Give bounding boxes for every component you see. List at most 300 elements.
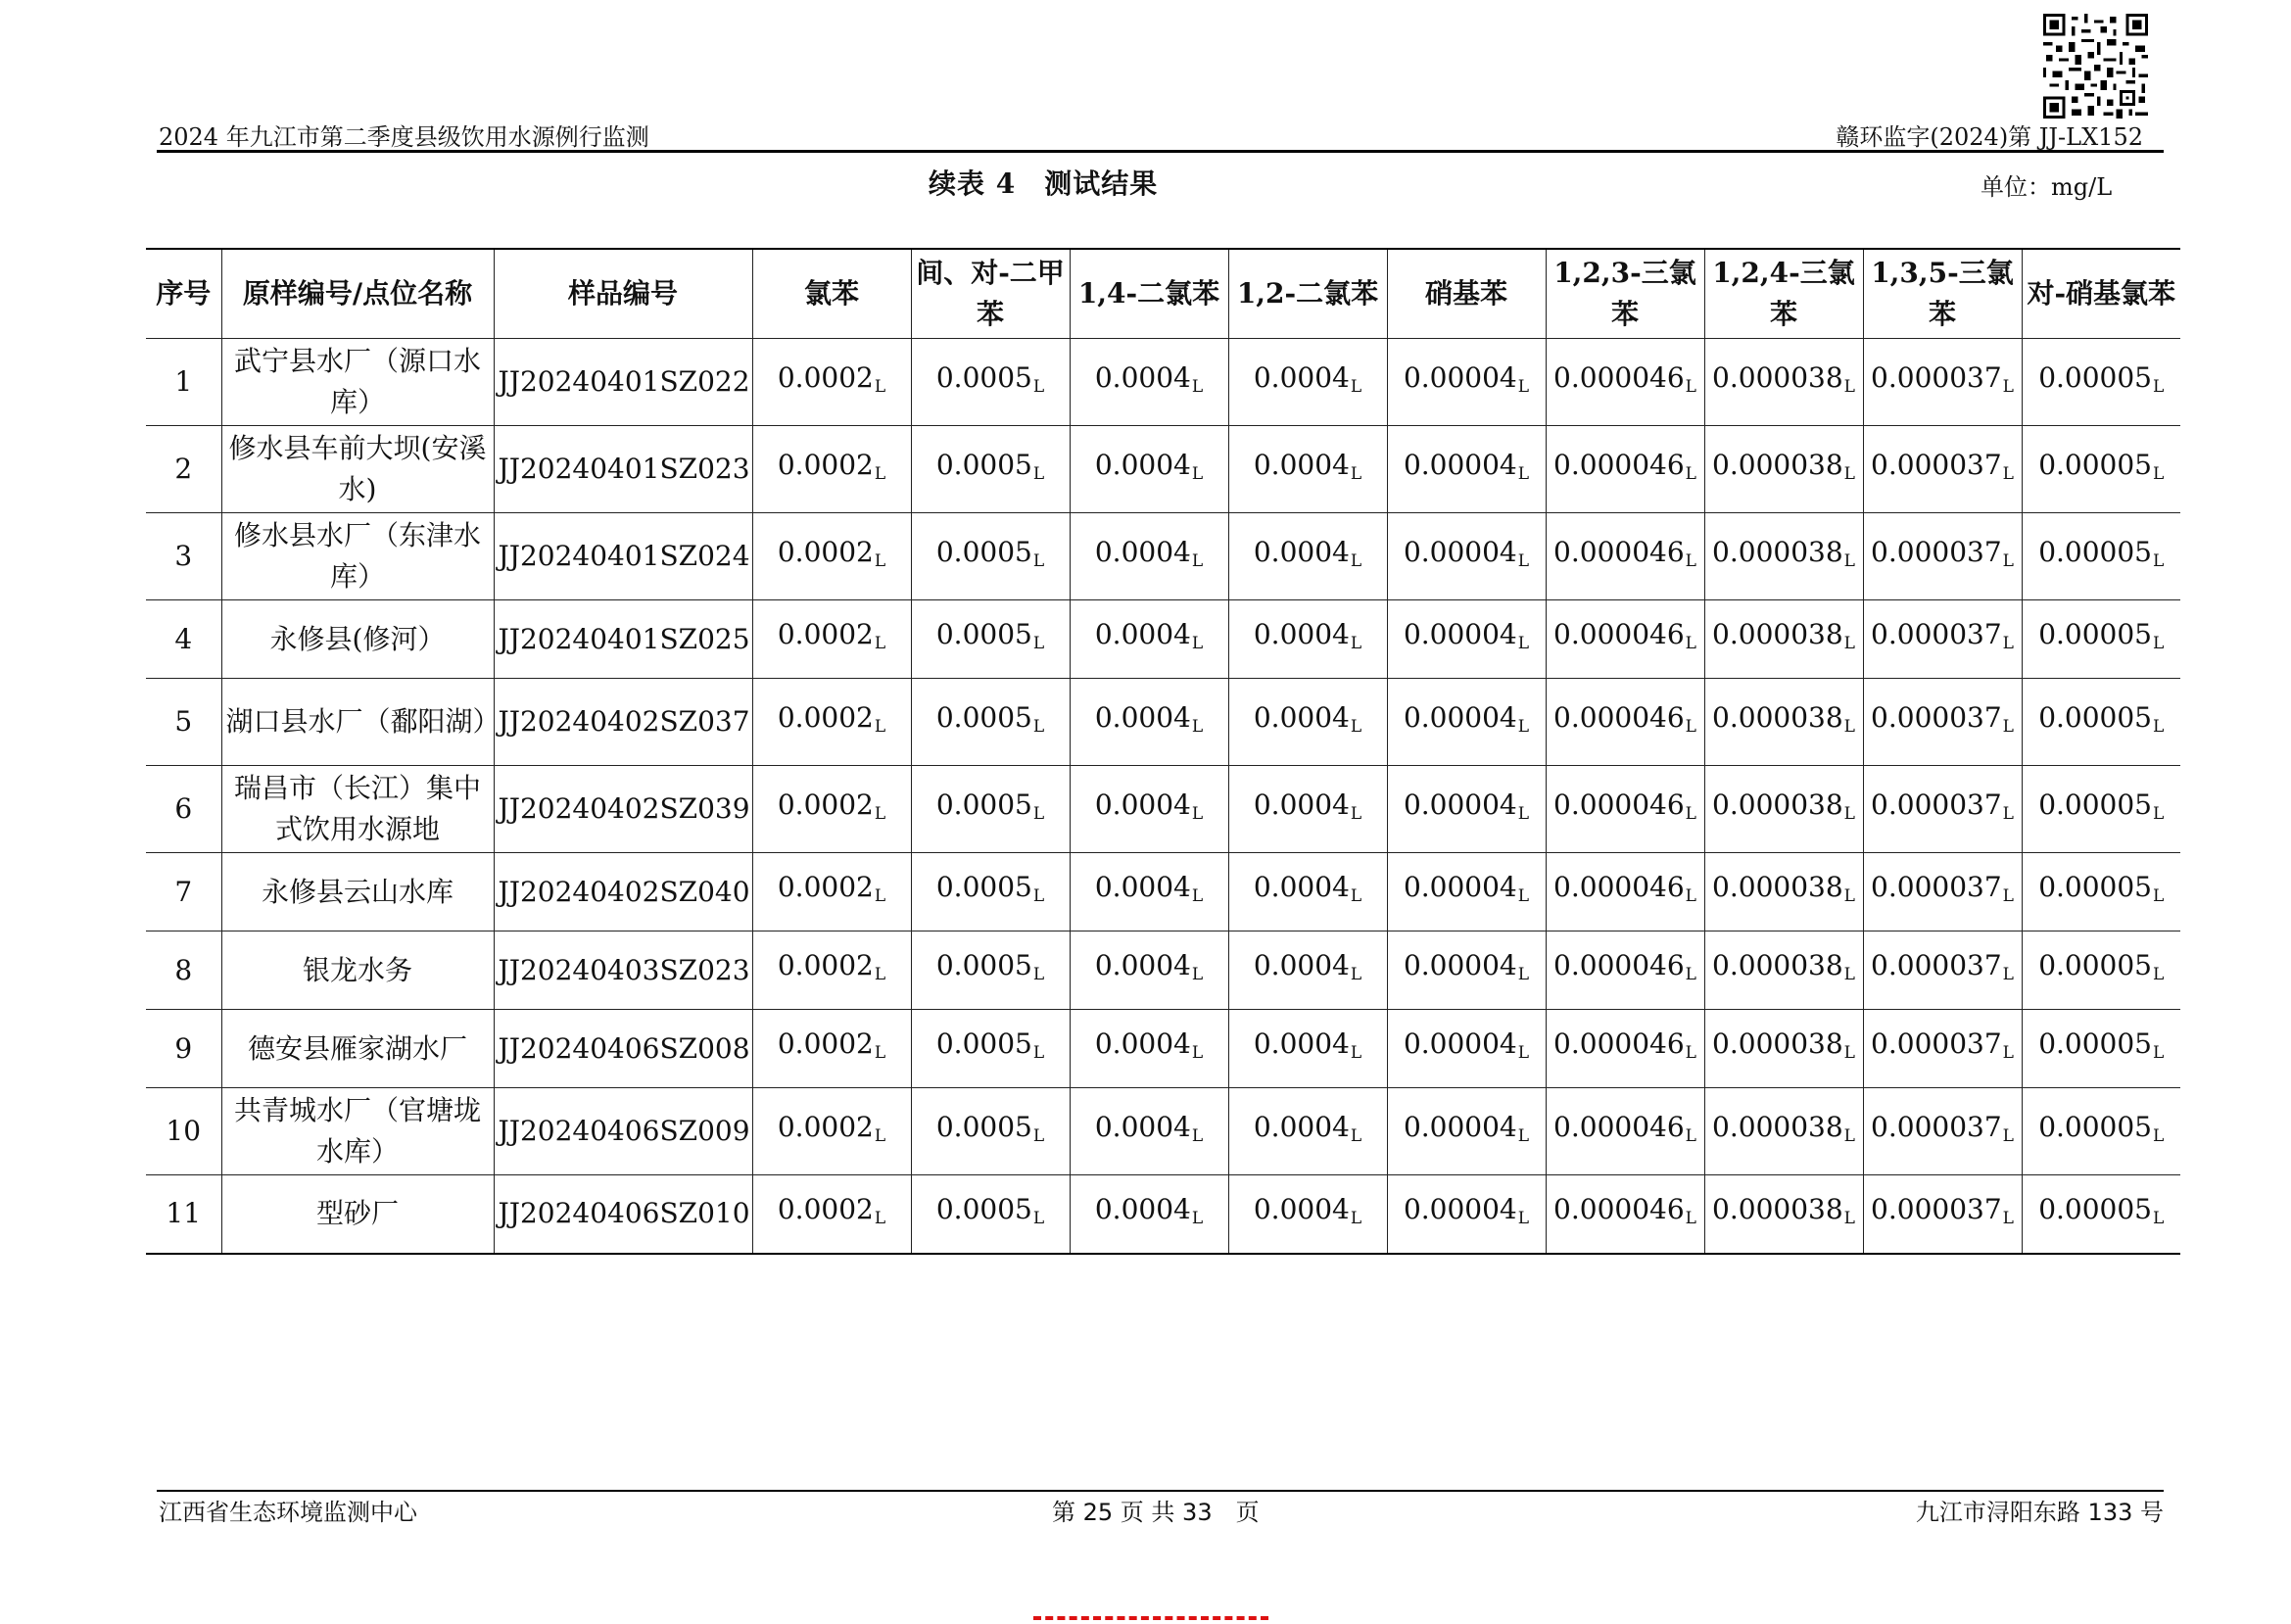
below-detection-qualifier: L (1032, 1125, 1045, 1146)
below-detection-qualifier: L (1032, 1208, 1045, 1228)
below-detection-qualifier: L (2153, 716, 2165, 737)
value-number: 0.0005 (935, 871, 1032, 903)
result-value (1863, 339, 2022, 426)
value-number: 0.0005 (935, 618, 1032, 650)
table-row (146, 1088, 2180, 1175)
footer-rule (157, 1490, 2164, 1492)
value-number: 0.00005 (2038, 949, 2152, 981)
below-detection-qualifier: L (1350, 1125, 1362, 1146)
below-detection-qualifier: L (1191, 463, 1204, 484)
value-number: 0.0004 (1253, 360, 1350, 394)
col-header: 序号 (146, 249, 221, 339)
result-value (1387, 1010, 1546, 1088)
table-row (146, 600, 2180, 679)
result-value (911, 1010, 1070, 1088)
below-detection-qualifier: L (1843, 634, 1855, 653)
result-value (752, 1088, 911, 1175)
result-value (752, 766, 911, 853)
row-number: 4 (146, 600, 221, 679)
result-value (1704, 426, 1863, 513)
results-table (146, 248, 2180, 1255)
result-value (1704, 600, 1863, 679)
table-row (146, 1175, 2180, 1254)
below-detection-qualifier: L (1517, 1125, 1530, 1146)
below-detection-qualifier: L (1191, 634, 1204, 653)
header-report-number: 赣环监字(2024)第 JJ-LX152 (1836, 123, 2143, 151)
result-value (911, 339, 1070, 426)
result-value (1228, 853, 1387, 931)
below-detection-qualifier: L (1350, 1208, 1362, 1228)
result-value (2022, 600, 2180, 679)
below-detection-qualifier: L (1843, 886, 1855, 906)
sample-id: JJ20240401SZ025 (494, 600, 752, 679)
value-number: 0.0004 (1253, 788, 1350, 821)
result-value (752, 600, 911, 679)
value-number: 0.0004 (1094, 700, 1191, 734)
value-number: 0.00004 (1403, 700, 1517, 734)
below-detection-qualifier: L (874, 634, 886, 653)
site-name: 修水县水厂（东津水库） (221, 513, 494, 600)
result-value (1070, 853, 1228, 931)
value-number: 0.0002 (777, 448, 874, 481)
below-detection-qualifier: L (2153, 965, 2165, 984)
result-value (1070, 600, 1228, 679)
col-header: 原样编号/点位名称 (221, 249, 494, 339)
below-detection-qualifier: L (1685, 376, 1696, 397)
result-value (1070, 679, 1228, 766)
value-number: 0.00005 (2038, 535, 2152, 568)
result-value (1228, 426, 1387, 513)
value-number: 0.000046 (1553, 949, 1685, 981)
below-detection-qualifier: L (2153, 1043, 2165, 1063)
table-row (146, 513, 2180, 600)
value-number: 0.0002 (777, 1027, 874, 1060)
sample-id: JJ20240401SZ023 (494, 426, 752, 513)
value-number: 0.000038 (1712, 360, 1843, 394)
below-detection-qualifier: L (874, 1208, 886, 1228)
below-detection-qualifier: L (2153, 376, 2165, 397)
sample-id: JJ20240401SZ024 (494, 513, 752, 600)
value-number: 0.0004 (1253, 1110, 1350, 1143)
result-value (1704, 513, 1863, 600)
value-number: 0.000037 (1871, 788, 2002, 821)
result-value (1070, 1175, 1228, 1254)
result-value (1863, 1175, 2022, 1254)
result-value (1387, 853, 1546, 931)
below-detection-qualifier: L (1191, 803, 1204, 824)
below-detection-qualifier: L (874, 550, 886, 571)
value-number: 0.0002 (777, 788, 874, 821)
value-number: 0.000038 (1712, 448, 1843, 481)
result-value (1546, 766, 1704, 853)
below-detection-qualifier: L (1191, 716, 1204, 737)
below-detection-qualifier: L (1350, 376, 1362, 397)
row-number: 8 (146, 931, 221, 1010)
below-detection-qualifier: L (1843, 1125, 1855, 1146)
value-number: 0.0002 (777, 871, 874, 903)
result-value (1546, 1175, 1704, 1254)
table-row (146, 679, 2180, 766)
below-detection-qualifier: L (2153, 550, 2165, 571)
result-value (911, 600, 1070, 679)
below-detection-qualifier: L (1685, 803, 1696, 824)
col-header: 对-硝基氯苯 (2022, 249, 2180, 339)
below-detection-qualifier: L (1843, 1043, 1855, 1063)
below-detection-qualifier: L (2002, 886, 2014, 906)
row-number: 1 (146, 339, 221, 426)
value-number: 0.000046 (1553, 1027, 1685, 1060)
value-number: 0.0004 (1094, 448, 1191, 481)
site-name: 永修县云山水库 (221, 853, 494, 931)
result-value (911, 853, 1070, 931)
value-number: 0.0005 (935, 949, 1032, 981)
result-value (1070, 1010, 1228, 1088)
result-value (2022, 679, 2180, 766)
below-detection-qualifier: L (874, 886, 886, 906)
below-detection-qualifier: L (1032, 634, 1045, 653)
sample-id: JJ20240402SZ039 (494, 766, 752, 853)
value-number: 0.00004 (1403, 535, 1517, 568)
value-number: 0.000037 (1871, 535, 2002, 568)
result-value (1863, 931, 2022, 1010)
value-number: 0.000038 (1712, 871, 1843, 903)
result-value (2022, 513, 2180, 600)
below-detection-qualifier: L (1685, 886, 1696, 906)
below-detection-qualifier: L (1032, 803, 1045, 824)
value-number: 0.00005 (2038, 448, 2152, 481)
value-number: 0.0004 (1094, 788, 1191, 821)
site-name: 银龙水务 (221, 931, 494, 1010)
below-detection-qualifier: L (2153, 1125, 2165, 1146)
below-detection-qualifier: L (1191, 965, 1204, 984)
value-number: 0.0004 (1253, 448, 1350, 481)
result-value (911, 766, 1070, 853)
result-value (1704, 1088, 1863, 1175)
below-detection-qualifier: L (1685, 1208, 1696, 1228)
value-number: 0.00005 (2038, 788, 2152, 821)
result-value (752, 513, 911, 600)
below-detection-qualifier: L (2002, 1043, 2014, 1063)
below-detection-qualifier: L (1032, 716, 1045, 737)
below-detection-qualifier: L (2153, 1208, 2165, 1228)
result-value (1387, 1175, 1546, 1254)
result-value (2022, 339, 2180, 426)
site-name: 永修县(修河） (221, 600, 494, 679)
result-value (1546, 426, 1704, 513)
result-value (1387, 513, 1546, 600)
value-number: 0.000046 (1553, 448, 1685, 481)
below-detection-qualifier: L (1843, 376, 1855, 397)
value-number: 0.00005 (2038, 360, 2152, 394)
result-value (1704, 1010, 1863, 1088)
below-detection-qualifier: L (1517, 634, 1530, 653)
result-value (1546, 339, 1704, 426)
value-number: 0.0005 (935, 700, 1032, 734)
result-value (1228, 513, 1387, 600)
below-detection-qualifier: L (1191, 1208, 1204, 1228)
value-number: 0.000038 (1712, 1027, 1843, 1060)
below-detection-qualifier: L (2002, 1208, 2014, 1228)
result-value (2022, 1175, 2180, 1254)
result-value (1228, 931, 1387, 1010)
below-detection-qualifier: L (1843, 965, 1855, 984)
value-number: 0.000037 (1871, 618, 2002, 650)
below-detection-qualifier: L (874, 803, 886, 824)
below-detection-qualifier: L (1350, 550, 1362, 571)
value-number: 0.000037 (1871, 448, 2002, 481)
footer-address: 九江市浔阳东路 133 号 (1915, 1499, 2164, 1526)
result-value (1863, 766, 2022, 853)
below-detection-qualifier: L (1350, 634, 1362, 653)
value-number: 0.00004 (1403, 1192, 1517, 1225)
below-detection-qualifier: L (2153, 634, 2165, 653)
value-number: 0.0005 (935, 1110, 1032, 1143)
below-detection-qualifier: L (1517, 1043, 1530, 1063)
col-header: 1,4-二氯苯 (1070, 249, 1228, 339)
below-detection-qualifier: L (2153, 463, 2165, 484)
value-number: 0.000037 (1871, 949, 2002, 981)
row-number: 10 (146, 1088, 221, 1175)
result-value (1070, 766, 1228, 853)
value-number: 0.0004 (1094, 871, 1191, 903)
result-value (1704, 766, 1863, 853)
result-value (1546, 679, 1704, 766)
sample-id: JJ20240403SZ023 (494, 931, 752, 1010)
result-value (1387, 931, 1546, 1010)
row-number: 7 (146, 853, 221, 931)
below-detection-qualifier: L (1032, 550, 1045, 571)
footer-organization: 江西省生态环境监测中心 (159, 1499, 417, 1526)
value-number: 0.000046 (1553, 1192, 1685, 1225)
col-header: 硝基苯 (1387, 249, 1546, 339)
value-number: 0.0002 (777, 1192, 874, 1225)
value-number: 0.0002 (777, 949, 874, 981)
row-number: 11 (146, 1175, 221, 1254)
value-number: 0.000037 (1871, 1027, 2002, 1060)
value-number: 0.0004 (1253, 949, 1350, 981)
below-detection-qualifier: L (2002, 634, 2014, 653)
header-rule (157, 150, 2164, 153)
result-value (1863, 1010, 2022, 1088)
value-number: 0.0002 (777, 618, 874, 650)
value-number: 0.0005 (935, 788, 1032, 821)
below-detection-qualifier: L (1350, 965, 1362, 984)
result-value (1704, 931, 1863, 1010)
result-value (1228, 600, 1387, 679)
result-value (1863, 513, 2022, 600)
result-value (1863, 600, 2022, 679)
footer-page-number: 第 25 页 共 33 页 (1052, 1499, 1260, 1526)
below-detection-qualifier: L (1517, 716, 1530, 737)
value-number: 0.0004 (1253, 1027, 1350, 1060)
table-row (146, 931, 2180, 1010)
value-number: 0.000037 (1871, 700, 2002, 734)
table-row (146, 426, 2180, 513)
row-number: 9 (146, 1010, 221, 1088)
below-detection-qualifier: L (1032, 886, 1045, 906)
value-number: 0.0002 (777, 360, 874, 394)
value-number: 0.0004 (1253, 871, 1350, 903)
result-value (1704, 679, 1863, 766)
below-detection-qualifier: L (1032, 463, 1045, 484)
value-number: 0.00004 (1403, 1027, 1517, 1060)
result-value (1228, 339, 1387, 426)
below-detection-qualifier: L (1517, 886, 1530, 906)
unit-label: 单位：mg/L (1981, 173, 2113, 201)
below-detection-qualifier: L (1843, 550, 1855, 571)
below-detection-qualifier: L (2002, 376, 2014, 397)
result-value (2022, 853, 2180, 931)
value-number: 0.000046 (1553, 788, 1685, 821)
value-number: 0.0004 (1094, 949, 1191, 981)
value-number: 0.00004 (1403, 360, 1517, 394)
below-detection-qualifier: L (1350, 1043, 1362, 1063)
row-number: 2 (146, 426, 221, 513)
table-row (146, 1010, 2180, 1088)
col-header: 样品编号 (494, 249, 752, 339)
result-value (1228, 679, 1387, 766)
result-value (752, 426, 911, 513)
below-detection-qualifier: L (874, 965, 886, 984)
site-name: 湖口县水厂（鄱阳湖） (221, 679, 494, 766)
value-number: 0.00005 (2038, 1110, 2152, 1143)
value-number: 0.0004 (1094, 1110, 1191, 1143)
result-value (1387, 339, 1546, 426)
value-number: 0.000038 (1712, 1110, 1843, 1143)
value-number: 0.00004 (1403, 788, 1517, 821)
result-value (1387, 426, 1546, 513)
result-value (2022, 766, 2180, 853)
result-value (752, 931, 911, 1010)
below-detection-qualifier: L (1685, 634, 1696, 653)
value-number: 0.000038 (1712, 618, 1843, 650)
below-detection-qualifier: L (2002, 463, 2014, 484)
below-detection-qualifier: L (1350, 803, 1362, 824)
value-number: 0.0004 (1094, 618, 1191, 650)
below-detection-qualifier: L (1517, 803, 1530, 824)
value-number: 0.0002 (777, 700, 874, 734)
result-value (1228, 1010, 1387, 1088)
value-number: 0.0004 (1253, 1192, 1350, 1225)
value-number: 0.0005 (935, 1192, 1032, 1225)
row-number: 3 (146, 513, 221, 600)
value-number: 0.0004 (1094, 1027, 1191, 1060)
below-detection-qualifier: L (1685, 463, 1696, 484)
result-value (1070, 1088, 1228, 1175)
col-header: 间、对-二甲苯 (911, 249, 1070, 339)
below-detection-qualifier: L (1517, 550, 1530, 571)
result-value (1863, 853, 2022, 931)
result-value (752, 339, 911, 426)
result-value (911, 1088, 1070, 1175)
value-number: 0.000037 (1871, 360, 2002, 394)
result-value (1546, 931, 1704, 1010)
below-detection-qualifier: L (1032, 376, 1045, 397)
value-number: 0.000046 (1553, 871, 1685, 903)
table-title: 续表 4 测试结果 (929, 167, 1159, 200)
result-value (911, 1175, 1070, 1254)
table-row (146, 766, 2180, 853)
value-number: 0.0002 (777, 535, 874, 568)
below-detection-qualifier: L (1191, 376, 1204, 397)
below-detection-qualifier: L (1517, 965, 1530, 984)
row-number: 6 (146, 766, 221, 853)
below-detection-qualifier: L (2002, 550, 2014, 571)
value-number: 0.0005 (935, 360, 1032, 394)
result-value (752, 1175, 911, 1254)
result-value (1387, 766, 1546, 853)
result-value (1070, 931, 1228, 1010)
result-value (1704, 1175, 1863, 1254)
value-number: 0.00005 (2038, 871, 2152, 903)
sample-id: JJ20240402SZ040 (494, 853, 752, 931)
result-value (1704, 853, 1863, 931)
below-detection-qualifier: L (874, 1125, 886, 1146)
result-value (1387, 600, 1546, 679)
result-value (1070, 426, 1228, 513)
below-detection-qualifier: L (1843, 463, 1855, 484)
below-detection-qualifier: L (1350, 463, 1362, 484)
value-number: 0.0004 (1253, 700, 1350, 734)
col-header: 1,2-二氯苯 (1228, 249, 1387, 339)
below-detection-qualifier: L (1517, 463, 1530, 484)
site-name: 修水县车前大坝(安溪水) (221, 426, 494, 513)
result-value (1228, 766, 1387, 853)
result-value (1863, 426, 2022, 513)
value-number: 0.0005 (935, 448, 1032, 481)
col-header: 1,2,3-三氯苯 (1546, 249, 1704, 339)
result-value (1863, 1088, 2022, 1175)
value-number: 0.00004 (1403, 871, 1517, 903)
below-detection-qualifier: L (2153, 803, 2165, 824)
site-name: 武宁县水厂（源口水库） (221, 339, 494, 426)
value-number: 0.00004 (1403, 618, 1517, 650)
below-detection-qualifier: L (1517, 1208, 1530, 1228)
value-number: 0.00005 (2038, 1192, 2152, 1225)
site-name: 德安县雁家湖水厂 (221, 1010, 494, 1088)
result-value (1704, 339, 1863, 426)
below-detection-qualifier: L (1191, 550, 1204, 571)
result-value (911, 679, 1070, 766)
result-value (1228, 1175, 1387, 1254)
below-detection-qualifier: L (874, 463, 886, 484)
seal-stamp-edge (1033, 1616, 1268, 1624)
result-value (2022, 1010, 2180, 1088)
value-number: 0.000046 (1553, 360, 1685, 394)
result-value (1070, 513, 1228, 600)
value-number: 0.000038 (1712, 788, 1843, 821)
qr-code (2043, 14, 2148, 119)
value-number: 0.0004 (1094, 1192, 1191, 1225)
site-name: 瑞昌市（长江）集中式饮用水源地 (221, 766, 494, 853)
value-number: 0.000046 (1553, 700, 1685, 734)
result-value (2022, 426, 2180, 513)
value-number: 0.000037 (1871, 1192, 2002, 1225)
row-number: 5 (146, 679, 221, 766)
below-detection-qualifier: L (2002, 716, 2014, 737)
value-number: 0.0004 (1253, 535, 1350, 568)
value-number: 0.000037 (1871, 1110, 2002, 1143)
below-detection-qualifier: L (1843, 716, 1855, 737)
result-value (911, 426, 1070, 513)
sample-id: JJ20240406SZ008 (494, 1010, 752, 1088)
result-value (752, 1010, 911, 1088)
below-detection-qualifier: L (874, 716, 886, 737)
below-detection-qualifier: L (1843, 803, 1855, 824)
value-number: 0.000038 (1712, 1192, 1843, 1225)
below-detection-qualifier: L (1685, 550, 1696, 571)
sample-id: JJ20240402SZ037 (494, 679, 752, 766)
